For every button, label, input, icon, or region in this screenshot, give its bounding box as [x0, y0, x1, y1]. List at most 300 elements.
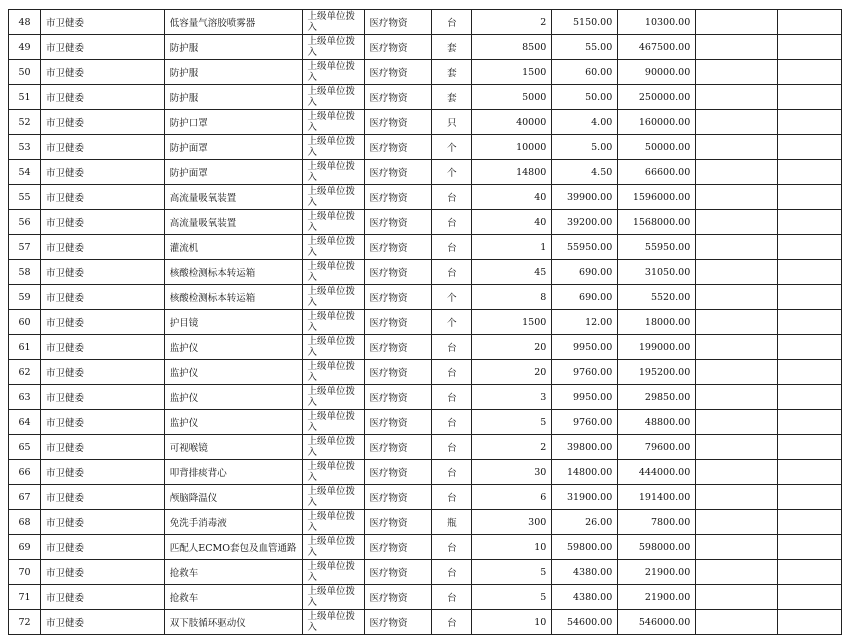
category-cell: 医疗物资: [364, 10, 432, 35]
department-cell: 市卫健委: [40, 10, 164, 35]
source-line-1: 上级单位拨: [307, 110, 356, 122]
extra-cell: [778, 435, 842, 460]
item-name-cell: 监护仪: [164, 410, 302, 435]
quantity-cell: 5000: [472, 85, 552, 110]
source-line-1: 上级单位拨: [307, 285, 356, 297]
source-cell: [302, 10, 364, 35]
amount-cell: 250000.00: [618, 85, 696, 110]
source-cell: [302, 35, 364, 60]
source-cell: [302, 110, 364, 135]
source-line-1: 上级单位拨: [307, 585, 356, 597]
category-cell: 医疗物资: [364, 260, 432, 285]
unit-price-cell: 54600.00: [552, 610, 618, 635]
unit-price-cell: 4380.00: [552, 560, 618, 585]
row-number-cell: 64: [9, 410, 41, 435]
source-cell: [302, 360, 364, 385]
remark-cell: [696, 360, 778, 385]
remark-cell: [696, 585, 778, 610]
row-number-cell: 53: [9, 135, 41, 160]
table-row: [9, 60, 842, 85]
source-cell: [302, 460, 364, 485]
source-line-1: 上级单位拨: [307, 335, 356, 347]
quantity-cell: 14800: [472, 160, 552, 185]
table-row: [9, 560, 842, 585]
table-row: [9, 360, 842, 385]
unit-cell: 台: [432, 460, 472, 485]
source-line-2: 入: [307, 572, 318, 583]
remark-cell: [696, 485, 778, 510]
extra-cell: [778, 610, 842, 635]
extra-cell: [778, 460, 842, 485]
source-cell: [302, 485, 364, 510]
amount-cell: 546000.00: [618, 610, 696, 635]
row-number-cell: 63: [9, 385, 41, 410]
department-cell: 市卫健委: [40, 360, 164, 385]
table-row: [9, 585, 842, 610]
unit-price-cell: 55950.00: [552, 235, 618, 260]
amount-cell: 598000.00: [618, 535, 696, 560]
category-cell: 医疗物资: [364, 310, 432, 335]
row-number-cell: 71: [9, 585, 41, 610]
unit-price-cell: 12.00: [552, 310, 618, 335]
source-line-1: 上级单位拨: [307, 310, 356, 322]
item-name-cell: 抢救车: [164, 560, 302, 585]
remark-cell: [696, 135, 778, 160]
extra-cell: [778, 10, 842, 35]
source-cell: [302, 60, 364, 85]
unit-price-cell: 59800.00: [552, 535, 618, 560]
unit-cell: 台: [432, 235, 472, 260]
amount-cell: 29850.00: [618, 385, 696, 410]
remark-cell: [696, 60, 778, 85]
department-cell: 市卫健委: [40, 60, 164, 85]
extra-cell: [778, 585, 842, 610]
item-name-cell: 防护面罩: [164, 135, 302, 160]
unit-cell: 台: [432, 10, 472, 35]
category-cell: 医疗物资: [364, 85, 432, 110]
row-number-cell: 50: [9, 60, 41, 85]
extra-cell: [778, 210, 842, 235]
department-cell: 市卫健委: [40, 160, 164, 185]
quantity-cell: 6: [472, 485, 552, 510]
source-line-2: 入: [307, 372, 318, 383]
table-row: [9, 85, 842, 110]
remark-cell: [696, 610, 778, 635]
extra-cell: [778, 235, 842, 260]
table-row: [9, 435, 842, 460]
source-line-1: 上级单位拨: [307, 560, 356, 572]
row-number-cell: 61: [9, 335, 41, 360]
department-cell: 市卫健委: [40, 35, 164, 60]
source-cell: [302, 260, 364, 285]
category-cell: 医疗物资: [364, 335, 432, 360]
department-cell: 市卫健委: [40, 510, 164, 535]
unit-price-cell: 60.00: [552, 60, 618, 85]
extra-cell: [778, 335, 842, 360]
quantity-cell: 20: [472, 335, 552, 360]
category-cell: 医疗物资: [364, 160, 432, 185]
unit-price-cell: 55.00: [552, 35, 618, 60]
table-row: [9, 485, 842, 510]
table-row: [9, 385, 842, 410]
unit-cell: 只: [432, 110, 472, 135]
source-line-2: 入: [307, 147, 318, 158]
source-line-2: 入: [307, 72, 318, 83]
extra-cell: [778, 410, 842, 435]
remark-cell: [696, 85, 778, 110]
category-cell: 医疗物资: [364, 485, 432, 510]
item-name-cell: 护目镜: [164, 310, 302, 335]
department-cell: 市卫健委: [40, 385, 164, 410]
row-number-cell: 56: [9, 210, 41, 235]
remark-cell: [696, 560, 778, 585]
unit-cell: 台: [432, 260, 472, 285]
source-cell: [302, 510, 364, 535]
source-line-1: 上级单位拨: [307, 360, 356, 372]
unit-cell: 套: [432, 85, 472, 110]
department-cell: 市卫健委: [40, 85, 164, 110]
source-line-1: 上级单位拨: [307, 85, 356, 97]
department-cell: 市卫健委: [40, 435, 164, 460]
unit-price-cell: 690.00: [552, 285, 618, 310]
unit-cell: 台: [432, 610, 472, 635]
unit-cell: 个: [432, 285, 472, 310]
source-line-2: 入: [307, 197, 318, 208]
materials-table: [8, 9, 842, 635]
unit-price-cell: 26.00: [552, 510, 618, 535]
table-row: [9, 285, 842, 310]
extra-cell: [778, 110, 842, 135]
remark-cell: [696, 310, 778, 335]
item-name-cell: 核酸检测标本转运箱: [164, 260, 302, 285]
remark-cell: [696, 260, 778, 285]
amount-cell: 1568000.00: [618, 210, 696, 235]
source-cell: [302, 210, 364, 235]
source-line-2: 入: [307, 222, 318, 233]
source-line-1: 上级单位拨: [307, 610, 356, 622]
category-cell: 医疗物资: [364, 610, 432, 635]
category-cell: 医疗物资: [364, 35, 432, 60]
source-line-1: 上级单位拨: [307, 160, 356, 172]
category-cell: 医疗物资: [364, 385, 432, 410]
department-cell: 市卫健委: [40, 185, 164, 210]
unit-price-cell: 4.00: [552, 110, 618, 135]
remark-cell: [696, 235, 778, 260]
item-name-cell: 低容量气溶胶喷雾器: [164, 10, 302, 35]
source-cell: [302, 135, 364, 160]
category-cell: 医疗物资: [364, 585, 432, 610]
unit-price-cell: 9760.00: [552, 410, 618, 435]
category-cell: 医疗物资: [364, 360, 432, 385]
extra-cell: [778, 510, 842, 535]
row-number-cell: 65: [9, 435, 41, 460]
table-row: [9, 210, 842, 235]
unit-price-cell: 39900.00: [552, 185, 618, 210]
item-name-cell: 高流量吸氧装置: [164, 185, 302, 210]
remark-cell: [696, 285, 778, 310]
category-cell: 医疗物资: [364, 210, 432, 235]
source-line-2: 入: [307, 597, 318, 608]
quantity-cell: 3: [472, 385, 552, 410]
row-number-cell: 62: [9, 360, 41, 385]
source-line-2: 入: [307, 447, 318, 458]
source-cell: [302, 535, 364, 560]
source-line-2: 入: [307, 247, 318, 258]
item-name-cell: 高流量吸氧装置: [164, 210, 302, 235]
quantity-cell: 10: [472, 610, 552, 635]
source-line-2: 入: [307, 347, 318, 358]
remark-cell: [696, 110, 778, 135]
row-number-cell: 66: [9, 460, 41, 485]
unit-price-cell: 5150.00: [552, 10, 618, 35]
table-row: [9, 310, 842, 335]
department-cell: 市卫健委: [40, 460, 164, 485]
table-row: [9, 535, 842, 560]
extra-cell: [778, 160, 842, 185]
unit-cell: 台: [432, 335, 472, 360]
item-name-cell: 双下肢循环驱动仪: [164, 610, 302, 635]
source-cell: [302, 85, 364, 110]
table-row: [9, 135, 842, 160]
row-number-cell: 67: [9, 485, 41, 510]
source-cell: [302, 310, 364, 335]
amount-cell: 5520.00: [618, 285, 696, 310]
amount-cell: 191400.00: [618, 485, 696, 510]
source-cell: [302, 410, 364, 435]
source-line-2: 入: [307, 547, 318, 558]
department-cell: 市卫健委: [40, 110, 164, 135]
unit-cell: 台: [432, 585, 472, 610]
remark-cell: [696, 10, 778, 35]
unit-cell: 台: [432, 210, 472, 235]
item-name-cell: 监护仪: [164, 360, 302, 385]
source-cell: [302, 585, 364, 610]
category-cell: 医疗物资: [364, 435, 432, 460]
source-line-2: 入: [307, 122, 318, 133]
category-cell: 医疗物资: [364, 185, 432, 210]
item-name-cell: 防护服: [164, 85, 302, 110]
source-line-2: 入: [307, 47, 318, 58]
table-row: [9, 460, 842, 485]
table-row: [9, 160, 842, 185]
quantity-cell: 30: [472, 460, 552, 485]
remark-cell: [696, 460, 778, 485]
amount-cell: 10300.00: [618, 10, 696, 35]
amount-cell: 444000.00: [618, 460, 696, 485]
table-row: [9, 410, 842, 435]
amount-cell: 66600.00: [618, 160, 696, 185]
source-line-2: 入: [307, 322, 318, 333]
department-cell: 市卫健委: [40, 135, 164, 160]
item-name-cell: 抢救车: [164, 585, 302, 610]
source-line-1: 上级单位拨: [307, 260, 356, 272]
quantity-cell: 2: [472, 10, 552, 35]
unit-price-cell: 690.00: [552, 260, 618, 285]
amount-cell: 7800.00: [618, 510, 696, 535]
unit-cell: 瓶: [432, 510, 472, 535]
source-cell: [302, 610, 364, 635]
row-number-cell: 51: [9, 85, 41, 110]
unit-cell: 台: [432, 435, 472, 460]
source-line-1: 上级单位拨: [307, 235, 356, 247]
remark-cell: [696, 385, 778, 410]
category-cell: 医疗物资: [364, 510, 432, 535]
remark-cell: [696, 35, 778, 60]
department-cell: 市卫健委: [40, 485, 164, 510]
category-cell: 医疗物资: [364, 560, 432, 585]
row-number-cell: 58: [9, 260, 41, 285]
extra-cell: [778, 85, 842, 110]
source-line-2: 入: [307, 422, 318, 433]
unit-cell: 台: [432, 185, 472, 210]
row-number-cell: 54: [9, 160, 41, 185]
quantity-cell: 40: [472, 185, 552, 210]
source-line-2: 入: [307, 397, 318, 408]
source-line-2: 入: [307, 472, 318, 483]
remark-cell: [696, 335, 778, 360]
table-row: [9, 260, 842, 285]
quantity-cell: 8500: [472, 35, 552, 60]
extra-cell: [778, 135, 842, 160]
table-row: [9, 185, 842, 210]
unit-price-cell: 4380.00: [552, 585, 618, 610]
source-line-1: 上级单位拨: [307, 410, 356, 422]
remark-cell: [696, 535, 778, 560]
row-number-cell: 55: [9, 185, 41, 210]
quantity-cell: 40: [472, 210, 552, 235]
unit-cell: 个: [432, 160, 472, 185]
item-name-cell: 监护仪: [164, 385, 302, 410]
remark-cell: [696, 410, 778, 435]
extra-cell: [778, 535, 842, 560]
quantity-cell: 45: [472, 260, 552, 285]
table-row: [9, 235, 842, 260]
source-line-1: 上级单位拨: [307, 210, 356, 222]
unit-cell: 个: [432, 135, 472, 160]
amount-cell: 21900.00: [618, 560, 696, 585]
unit-cell: 套: [432, 60, 472, 85]
source-cell: [302, 560, 364, 585]
extra-cell: [778, 310, 842, 335]
amount-cell: 467500.00: [618, 35, 696, 60]
unit-price-cell: 39200.00: [552, 210, 618, 235]
table-row: [9, 110, 842, 135]
row-number-cell: 49: [9, 35, 41, 60]
quantity-cell: 8: [472, 285, 552, 310]
unit-price-cell: 39800.00: [552, 435, 618, 460]
category-cell: 医疗物资: [364, 235, 432, 260]
source-line-1: 上级单位拨: [307, 135, 356, 147]
amount-cell: 195200.00: [618, 360, 696, 385]
source-line-2: 入: [307, 522, 318, 533]
quantity-cell: 5: [472, 410, 552, 435]
item-name-cell: 防护服: [164, 60, 302, 85]
department-cell: 市卫健委: [40, 610, 164, 635]
unit-price-cell: 4.50: [552, 160, 618, 185]
source-line-1: 上级单位拨: [307, 510, 356, 522]
remark-cell: [696, 210, 778, 235]
source-line-1: 上级单位拨: [307, 10, 356, 22]
table-row: [9, 10, 842, 35]
extra-cell: [778, 60, 842, 85]
item-name-cell: 可视喉镜: [164, 435, 302, 460]
item-name-cell: 灌流机: [164, 235, 302, 260]
row-number-cell: 70: [9, 560, 41, 585]
item-name-cell: 防护口罩: [164, 110, 302, 135]
quantity-cell: 10: [472, 535, 552, 560]
unit-price-cell: 5.00: [552, 135, 618, 160]
amount-cell: 199000.00: [618, 335, 696, 360]
amount-cell: 160000.00: [618, 110, 696, 135]
amount-cell: 79600.00: [618, 435, 696, 460]
quantity-cell: 2: [472, 435, 552, 460]
unit-cell: 台: [432, 560, 472, 585]
extra-cell: [778, 35, 842, 60]
department-cell: 市卫健委: [40, 410, 164, 435]
amount-cell: 55950.00: [618, 235, 696, 260]
item-name-cell: 防护面罩: [164, 160, 302, 185]
quantity-cell: 1500: [472, 310, 552, 335]
unit-cell: 台: [432, 485, 472, 510]
amount-cell: 90000.00: [618, 60, 696, 85]
table-row: [9, 335, 842, 360]
unit-price-cell: 50.00: [552, 85, 618, 110]
quantity-cell: 5: [472, 560, 552, 585]
row-number-cell: 48: [9, 10, 41, 35]
source-line-2: 入: [307, 297, 318, 308]
category-cell: 医疗物资: [364, 60, 432, 85]
source-line-1: 上级单位拨: [307, 385, 356, 397]
unit-price-cell: 9950.00: [552, 385, 618, 410]
source-line-1: 上级单位拨: [307, 185, 356, 197]
source-line-1: 上级单位拨: [307, 485, 356, 497]
unit-price-cell: 9760.00: [552, 360, 618, 385]
item-name-cell: 免洗手消毒液: [164, 510, 302, 535]
source-line-1: 上级单位拨: [307, 535, 356, 547]
table-row: [9, 510, 842, 535]
amount-cell: 31050.00: [618, 260, 696, 285]
quantity-cell: 40000: [472, 110, 552, 135]
department-cell: 市卫健委: [40, 260, 164, 285]
amount-cell: 18000.00: [618, 310, 696, 335]
source-cell: [302, 185, 364, 210]
extra-cell: [778, 185, 842, 210]
amount-cell: 50000.00: [618, 135, 696, 160]
item-name-cell: 匹配人ECMO套包及血管通路: [164, 535, 302, 560]
row-number-cell: 68: [9, 510, 41, 535]
amount-cell: 48800.00: [618, 410, 696, 435]
department-cell: 市卫健委: [40, 285, 164, 310]
department-cell: 市卫健委: [40, 210, 164, 235]
department-cell: 市卫健委: [40, 585, 164, 610]
unit-price-cell: 31900.00: [552, 485, 618, 510]
source-cell: [302, 285, 364, 310]
source-line-2: 入: [307, 22, 318, 33]
row-number-cell: 72: [9, 610, 41, 635]
source-cell: [302, 335, 364, 360]
table-body: [9, 10, 842, 635]
table-row: [9, 35, 842, 60]
source-line-1: 上级单位拨: [307, 60, 356, 72]
item-name-cell: 叩背排痰背心: [164, 460, 302, 485]
row-number-cell: 60: [9, 310, 41, 335]
quantity-cell: 10000: [472, 135, 552, 160]
remark-cell: [696, 435, 778, 460]
extra-cell: [778, 485, 842, 510]
item-name-cell: 核酸检测标本转运箱: [164, 285, 302, 310]
department-cell: 市卫健委: [40, 560, 164, 585]
department-cell: 市卫健委: [40, 235, 164, 260]
